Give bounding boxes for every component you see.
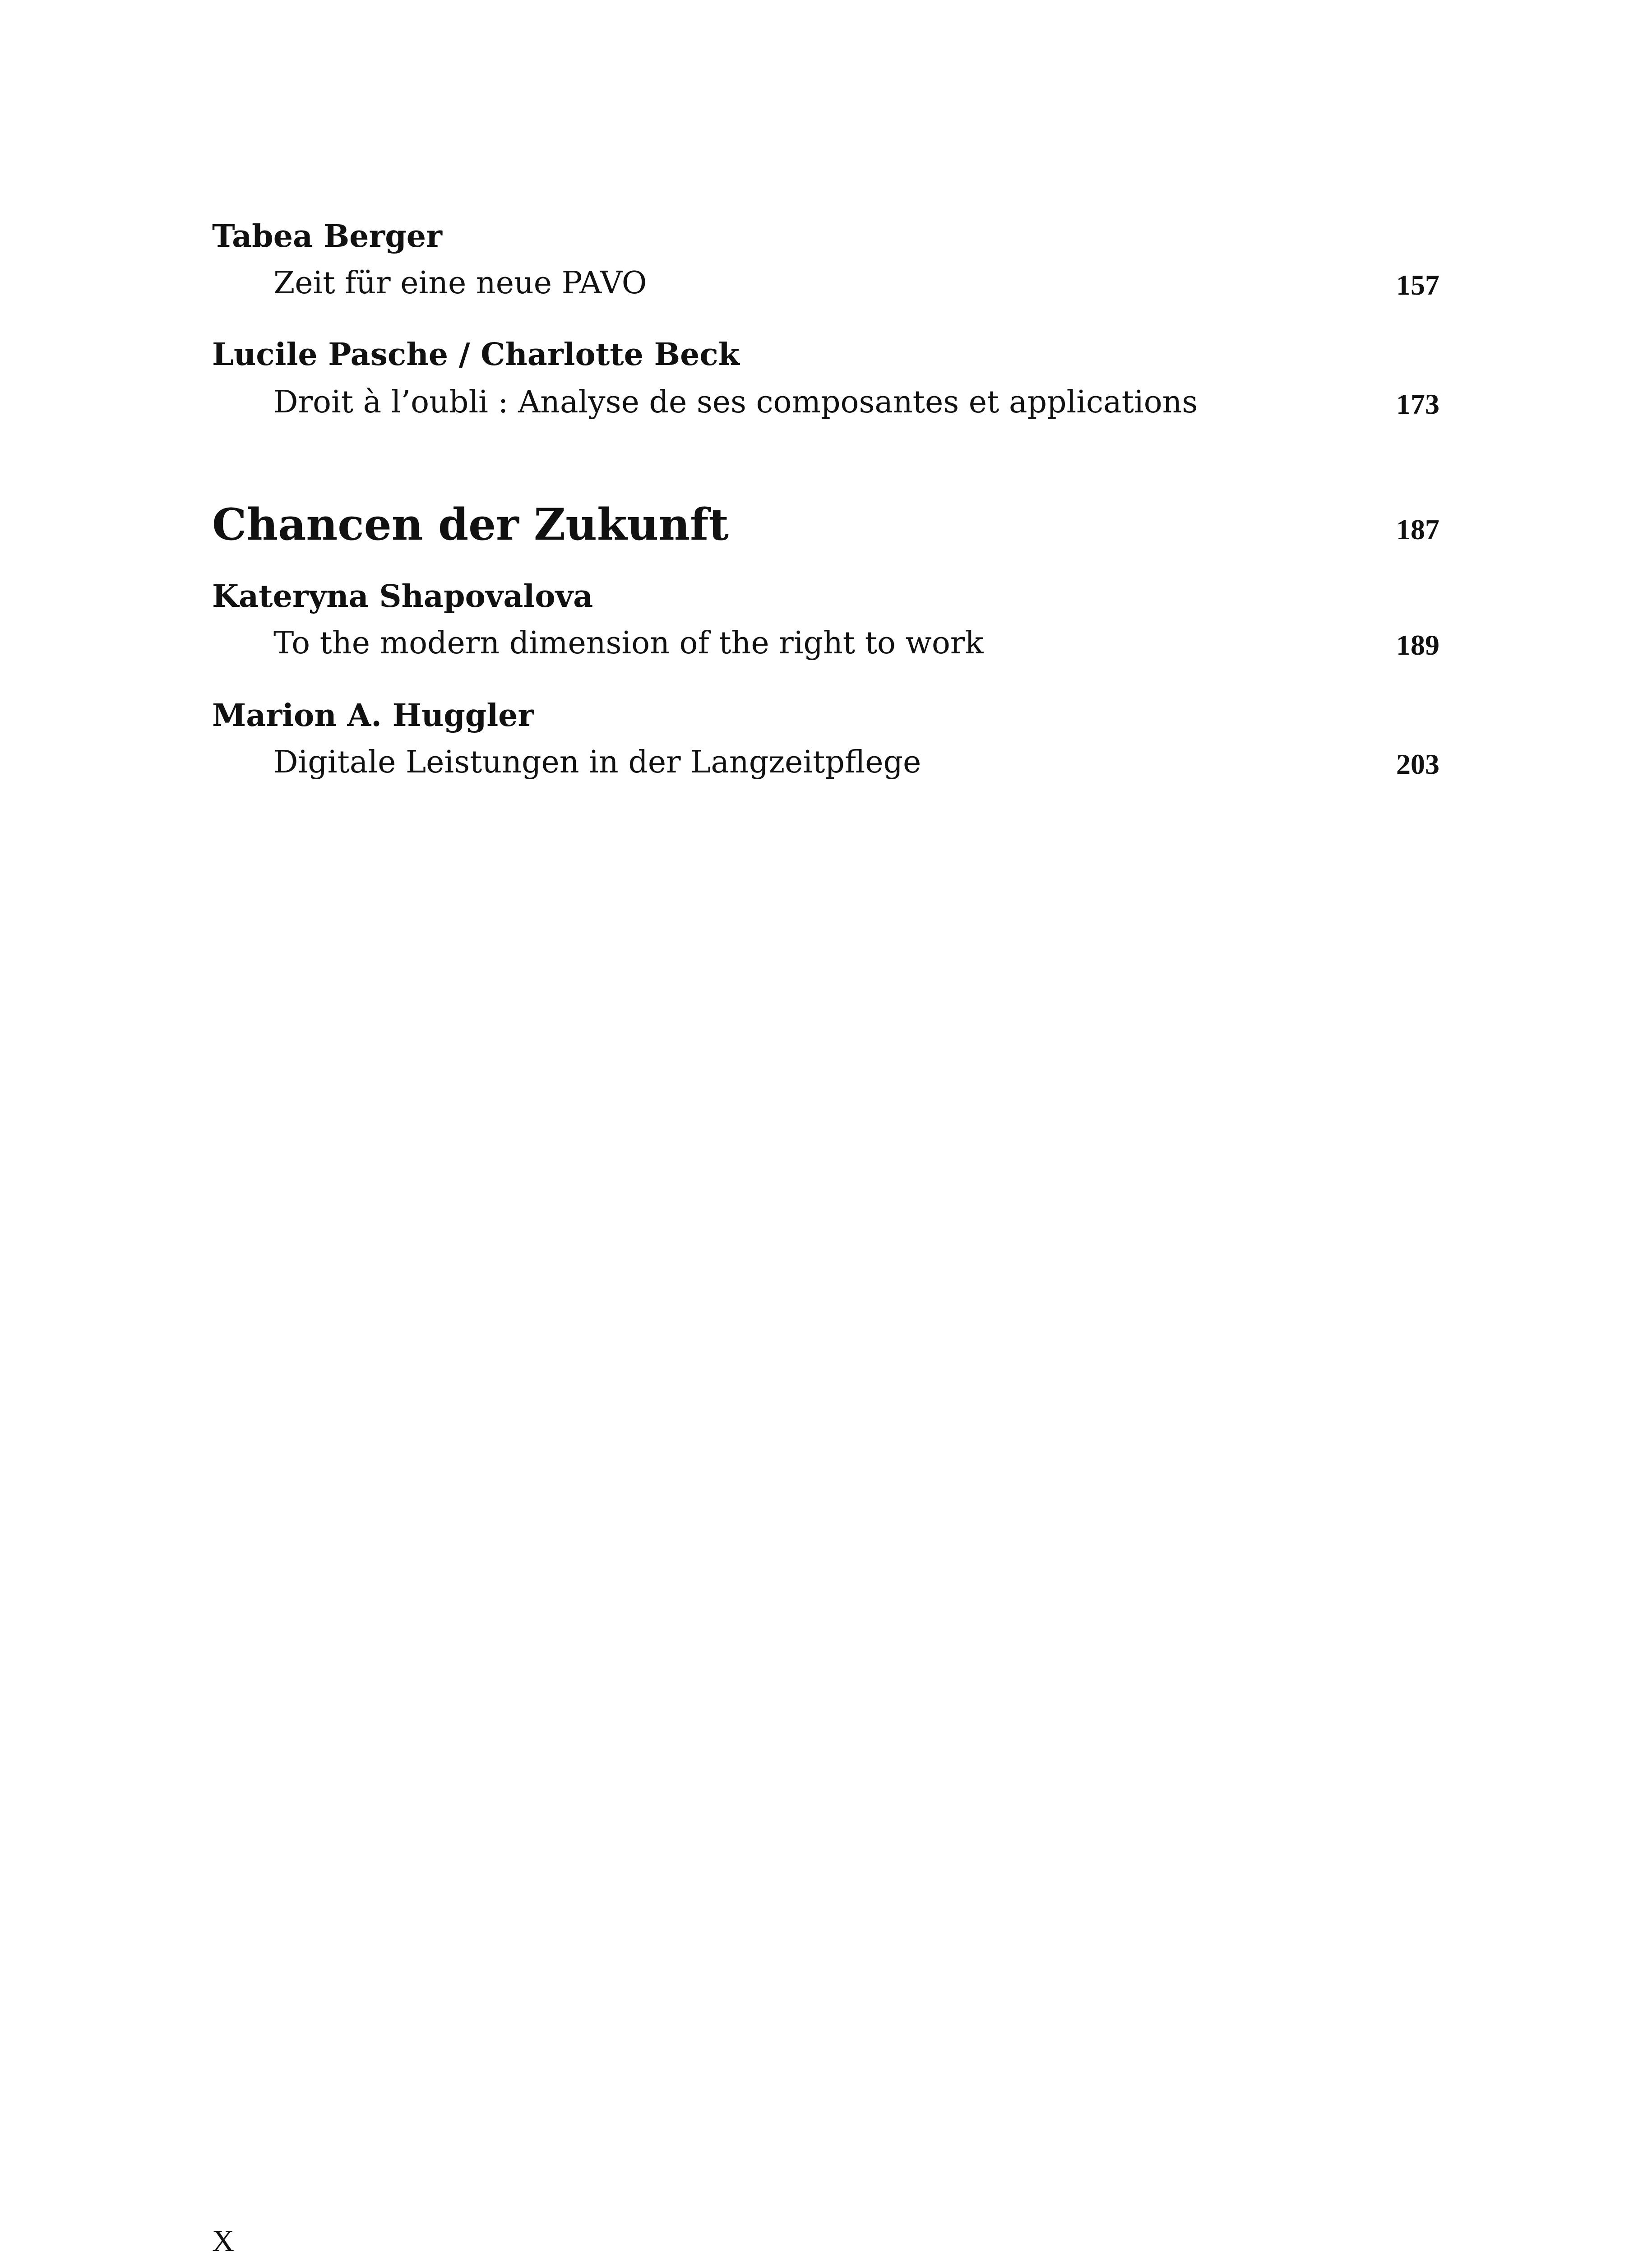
- section-page-number: 187: [1396, 513, 1439, 546]
- page-folio: X: [212, 2224, 235, 2256]
- entry-author: Kateryna Shapovalova: [212, 578, 593, 615]
- entry-page-number: 203: [1396, 748, 1439, 780]
- entry-author: Lucile Pasche / Charlotte Beck: [212, 337, 740, 373]
- entry-page-number: 157: [1396, 269, 1439, 301]
- entry-author: Tabea Berger: [212, 218, 442, 254]
- entry-title: Droit à l’oubli : Analyse de ses composantes et applications: [273, 384, 1198, 420]
- section-heading: Chancen der Zukunft: [212, 499, 729, 550]
- entry-title: Zeit für eine neue PAVO: [273, 265, 647, 301]
- entry-page-number: 173: [1396, 388, 1439, 420]
- entry-title: Digitale Leistungen in der Langzeitpflege: [273, 744, 921, 780]
- entry-author: Marion A. Huggler: [212, 698, 534, 734]
- entry-page-number: 189: [1396, 629, 1439, 661]
- entry-title: To the modern dimension of the right to work: [273, 625, 984, 661]
